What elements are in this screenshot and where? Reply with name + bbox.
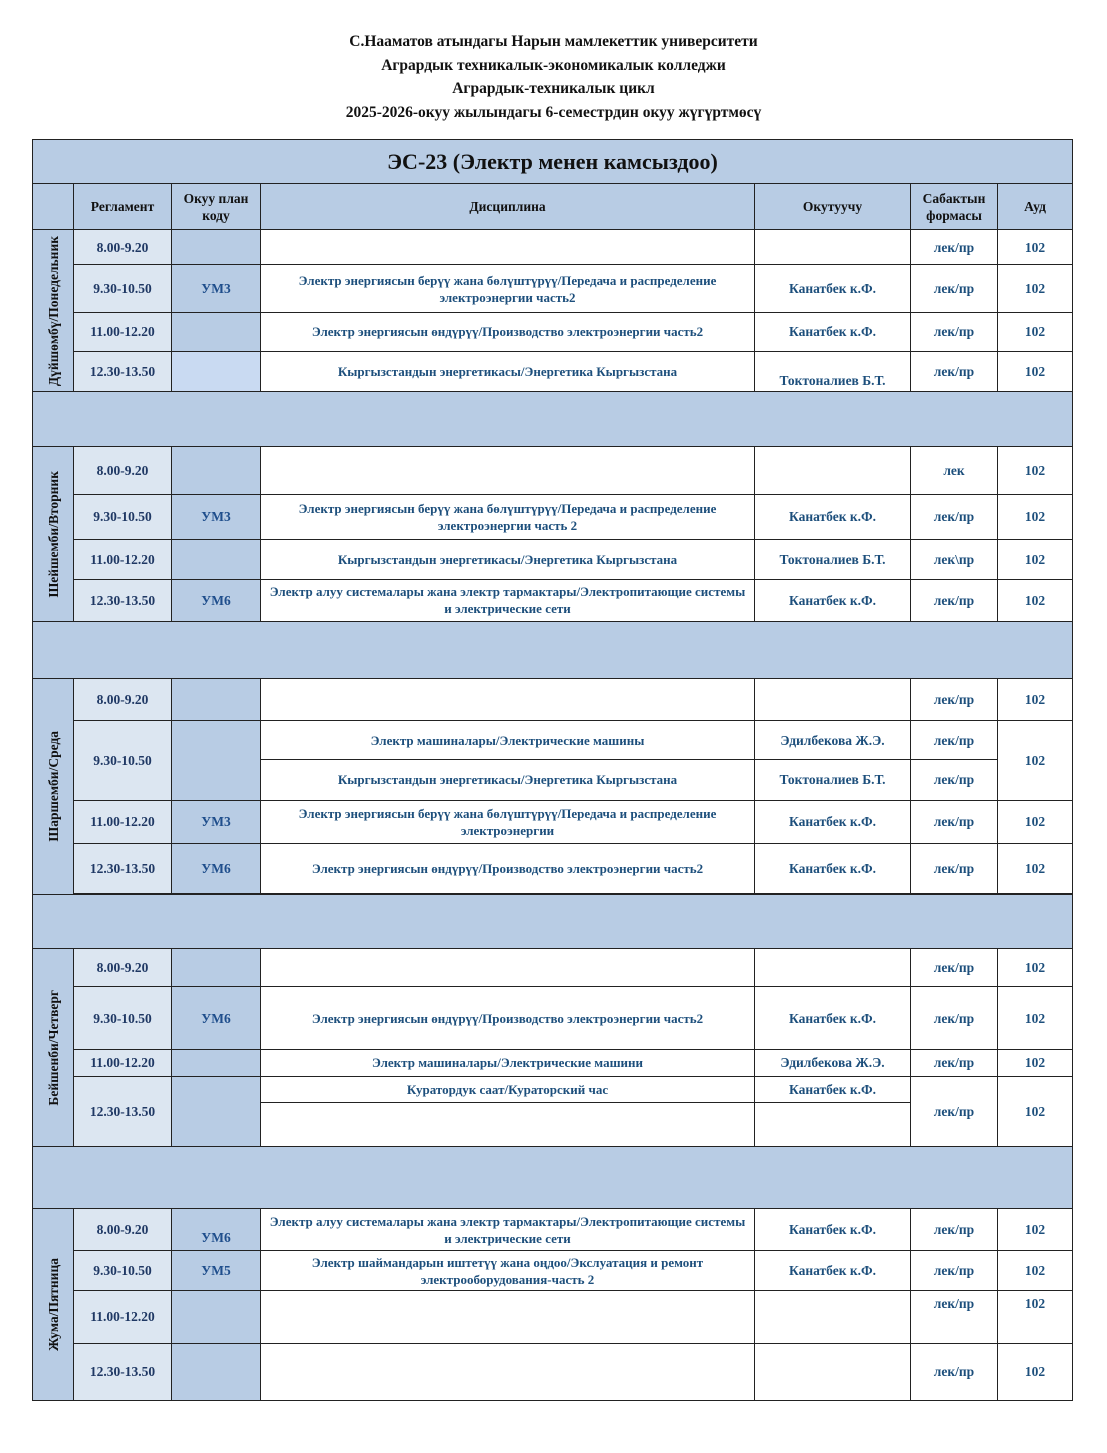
code-cell: УМ3	[172, 800, 261, 843]
college-name: Агрардык техникалык-экономикалык колледжи	[381, 56, 726, 74]
discipline-cell	[261, 679, 755, 721]
time-cell: 11.00-12.20	[74, 1050, 172, 1076]
table-row	[33, 949, 1073, 987]
room-cell: 102	[998, 539, 1073, 579]
teacher-cell: Канатбек к.Ф.	[755, 987, 911, 1050]
table-row	[33, 679, 1073, 721]
time-cell: 9.30-10.50	[74, 495, 172, 539]
room-cell: 102	[998, 679, 1073, 721]
code-cell: УМ6	[172, 987, 261, 1050]
teacher-cell	[755, 447, 911, 495]
code-cell: УМ3	[172, 265, 261, 312]
teacher-cell: Канатбек к.Ф.	[755, 495, 911, 539]
room-cell: 102	[998, 265, 1073, 312]
code-cell	[172, 1050, 261, 1076]
room-cell: 102	[998, 447, 1073, 495]
form-cell: лек/пр	[911, 230, 998, 265]
table-row	[33, 351, 1073, 391]
time-cell: 12.30-13.50	[74, 1076, 172, 1146]
discipline-cell: Электр энергиясын өндүрүү/Производство электроэнергии часть2	[261, 312, 755, 351]
form-cell: лек/пр	[911, 265, 998, 312]
discipline-cell	[261, 230, 755, 265]
form-cell: лек/пр	[911, 987, 998, 1050]
room-cell: 102	[998, 579, 1073, 621]
code-cell	[172, 949, 261, 987]
discipline-cell: Кыргызстандын энергетикасы/Энергетика Кыргызстана	[261, 760, 755, 800]
form-cell: лек/пр	[911, 800, 998, 843]
code-cell	[172, 351, 261, 391]
code-cell	[172, 312, 261, 351]
discipline-cell	[261, 949, 755, 987]
discipline-cell: Электр энергиясын берүү жана бөлүштүрүү/Передача и распределение электроэнергии часть2	[261, 265, 755, 312]
time-cell: 8.00-9.20	[74, 230, 172, 265]
header-reg: Регламент	[74, 184, 172, 230]
form-cell: лек/пр	[911, 1291, 998, 1343]
teacher-cell: Канатбек к.Ф.	[755, 312, 911, 351]
teacher-cell: Канатбек к.Ф.	[755, 843, 911, 893]
form-cell: лек/пр	[911, 312, 998, 351]
table-row	[33, 987, 1073, 1050]
day-separator	[33, 1146, 1073, 1208]
time-cell: 11.00-12.20	[74, 312, 172, 351]
table-row	[33, 843, 1073, 893]
room-cell: 102	[998, 1343, 1073, 1400]
schedule-table	[32, 139, 1073, 1401]
table-row	[33, 579, 1073, 621]
table-row	[33, 447, 1073, 495]
table-row	[33, 1209, 1073, 1251]
header-room: Ауд	[998, 184, 1073, 230]
room-cell: 102	[998, 987, 1073, 1050]
header-teacher: Окутуучу	[755, 184, 911, 230]
teacher-cell	[755, 230, 911, 265]
table-row	[33, 1291, 1073, 1343]
form-cell: лек/пр	[911, 679, 998, 721]
form-cell: лек/пр	[911, 1343, 998, 1400]
discipline-cell: Электр машиналары/Электрические машины	[261, 721, 755, 760]
form-cell: лек/пр	[911, 843, 998, 893]
discipline-cell: Кыргызстандын энергетикасы/Энергетика Кыргызстана	[261, 539, 755, 579]
room-cell: 102	[998, 1251, 1073, 1291]
form-cell: лек/пр	[911, 721, 998, 760]
header-disc: Дисциплина	[261, 184, 755, 230]
group-title: ЭС-23 (Электр менен камсыздоо)	[33, 140, 1073, 184]
code-cell	[172, 230, 261, 265]
time-cell: 8.00-9.20	[74, 447, 172, 495]
teacher-cell: Канатбек к.Ф.	[755, 265, 911, 312]
table-row	[33, 1076, 1073, 1102]
discipline-cell: Кыргызстандын энергетикасы/Энергетика Кыргызстана	[261, 351, 755, 391]
day-separator	[33, 621, 1073, 678]
teacher-cell	[755, 679, 911, 721]
time-cell: 9.30-10.50	[74, 265, 172, 312]
code-cell	[172, 1291, 261, 1343]
teacher-cell: Канатбек к.Ф.	[755, 579, 911, 621]
time-cell: 11.00-12.20	[74, 1291, 172, 1343]
time-cell: 9.30-10.50	[74, 987, 172, 1050]
form-cell: лек/пр	[911, 351, 998, 391]
form-cell: лек/пр	[911, 1076, 998, 1146]
code-cell: УМ6	[172, 579, 261, 621]
table-row	[33, 1050, 1073, 1076]
time-cell: 8.00-9.20	[74, 949, 172, 987]
header-day-corner	[33, 184, 74, 230]
code-cell	[172, 1343, 261, 1400]
teacher-cell: Канатбек к.Ф.	[755, 1251, 911, 1291]
form-cell: лек/пр	[911, 495, 998, 539]
teacher-cell: Канатбек к.Ф.	[755, 800, 911, 843]
time-cell: 11.00-12.20	[74, 539, 172, 579]
code-cell	[172, 447, 261, 495]
room-cell: 102	[998, 843, 1073, 893]
form-cell: лек/пр	[911, 760, 998, 800]
schedule-period: 2025-2026-окуу жылындагы 6-семестрдин окуу жүгүртмөсү	[345, 103, 762, 121]
form-cell: лек\пр	[911, 539, 998, 579]
time-cell: 8.00-9.20	[74, 1209, 172, 1251]
teacher-cell: Токтоналиев Б.Т.	[755, 539, 911, 579]
table-row	[33, 265, 1073, 312]
room-cell: 102	[998, 495, 1073, 539]
teacher-cell-empty	[755, 1102, 911, 1146]
discipline-cell: Электр энергиясын берүү жана бөлүштүрүү/Передача и распределение электроэнергии часть 2	[261, 495, 755, 539]
time-cell: 9.30-10.50	[74, 1251, 172, 1291]
form-cell: лек/пр	[911, 579, 998, 621]
teacher-cell: Канатбек к.Ф.	[755, 1209, 911, 1251]
room-cell: 102	[998, 1291, 1073, 1343]
code-cell: УМ6	[172, 843, 261, 893]
time-cell: 12.30-13.50	[74, 351, 172, 391]
code-cell: УМ3	[172, 495, 261, 539]
room-cell: 102	[998, 351, 1073, 391]
code-cell	[172, 539, 261, 579]
table-row	[33, 721, 1073, 760]
code-cell	[172, 679, 261, 721]
room-cell: 102	[998, 949, 1073, 987]
discipline-cell: Электр алуу системалары жана электр тармактары/Электропитающие системы и электрические сети	[261, 1209, 755, 1251]
day-label-tuesday: Шейшемби/Вторник	[33, 447, 74, 622]
discipline-cell	[261, 1343, 755, 1400]
discipline-cell	[261, 1291, 755, 1343]
table-row	[33, 312, 1073, 351]
code-cell: УМ6	[172, 1209, 261, 1251]
teacher-cell: Канатбек к.Ф.	[755, 1076, 911, 1102]
table-row	[33, 539, 1073, 579]
time-cell: 9.30-10.50	[74, 721, 172, 800]
day-label-friday: Жума/Пятница	[33, 1209, 74, 1401]
teacher-cell: Эдилбекова Ж.Э.	[755, 721, 911, 760]
code-cell	[172, 1076, 261, 1146]
teacher-cell	[755, 1291, 911, 1343]
table-row	[33, 800, 1073, 843]
day-label-monday: Дүйшөмбү/Понедельник	[33, 230, 74, 392]
form-cell: лек	[911, 447, 998, 495]
room-cell: 102	[998, 1209, 1073, 1251]
table-row	[33, 1343, 1073, 1400]
discipline-cell: Электр машиналары/Электрические машини	[261, 1050, 755, 1076]
discipline-cell: Электр энергиясын өндүрүү/Производство электроэнергии часть2	[261, 987, 755, 1050]
time-cell: 8.00-9.20	[74, 679, 172, 721]
form-cell: лек/пр	[911, 949, 998, 987]
header-form: Сабактын формасы	[911, 184, 998, 230]
table-row	[33, 1251, 1073, 1291]
discipline-cell: Электр энергиясын өндүрүү/Производство электроэнергии часть2	[261, 843, 755, 893]
discipline-cell: Электр энергиясын берүү жана бөлүштүрүү/Передача и распределение электроэнергии	[261, 800, 755, 843]
form-cell: лек/пр	[911, 1209, 998, 1251]
time-cell: 12.30-13.50	[74, 1343, 172, 1400]
cycle-name: Агрардык-техникалык цикл	[452, 80, 655, 97]
document-header	[0, 30, 1107, 124]
table-row	[33, 495, 1073, 539]
room-cell: 102	[998, 230, 1073, 265]
teacher-cell: Токтоналиев Б.Т.	[755, 760, 911, 800]
header-row	[33, 184, 1073, 230]
room-cell: 102	[998, 721, 1073, 800]
time-cell: 12.30-13.50	[74, 579, 172, 621]
teacher-cell: Токтоналиев Б.Т.	[755, 351, 911, 391]
room-cell: 102	[998, 1076, 1073, 1146]
day-separator	[33, 894, 1073, 948]
discipline-cell: Электр шаймандарын иштетүү жана оңдоо/Экслуатация и ремонт электрооборудования-часть 2	[261, 1251, 755, 1291]
table-row	[33, 230, 1073, 265]
form-cell: лек/пр	[911, 1251, 998, 1291]
university-name: С.Нааматов атындагы Нарын мамлекеттик университети	[349, 33, 758, 50]
teacher-cell: Эдилбекова Ж.Э.	[755, 1050, 911, 1076]
discipline-cell: Куратордук саат/Кураторский час	[261, 1076, 755, 1102]
room-cell: 102	[998, 1050, 1073, 1076]
day-label-wednesday: Шаршемби/Среда	[33, 679, 74, 895]
code-cell: УМ5	[172, 1251, 261, 1291]
teacher-cell	[755, 1343, 911, 1400]
header-code: Окуу план коду	[172, 184, 261, 230]
time-cell: 12.30-13.50	[74, 843, 172, 893]
discipline-cell: Электр алуу системалары жана электр тармактары/Электропитающие системы и электрические сети	[261, 579, 755, 621]
discipline-cell-empty	[261, 1102, 755, 1146]
room-cell: 102	[998, 312, 1073, 351]
teacher-cell	[755, 949, 911, 987]
code-cell	[172, 721, 261, 800]
discipline-cell	[261, 447, 755, 495]
room-cell: 102	[998, 800, 1073, 843]
time-cell: 11.00-12.20	[74, 800, 172, 843]
day-label-thursday: Бейшенби/Четверг	[33, 949, 74, 1147]
form-cell: лек/пр	[911, 1050, 998, 1076]
day-separator	[33, 391, 1073, 446]
